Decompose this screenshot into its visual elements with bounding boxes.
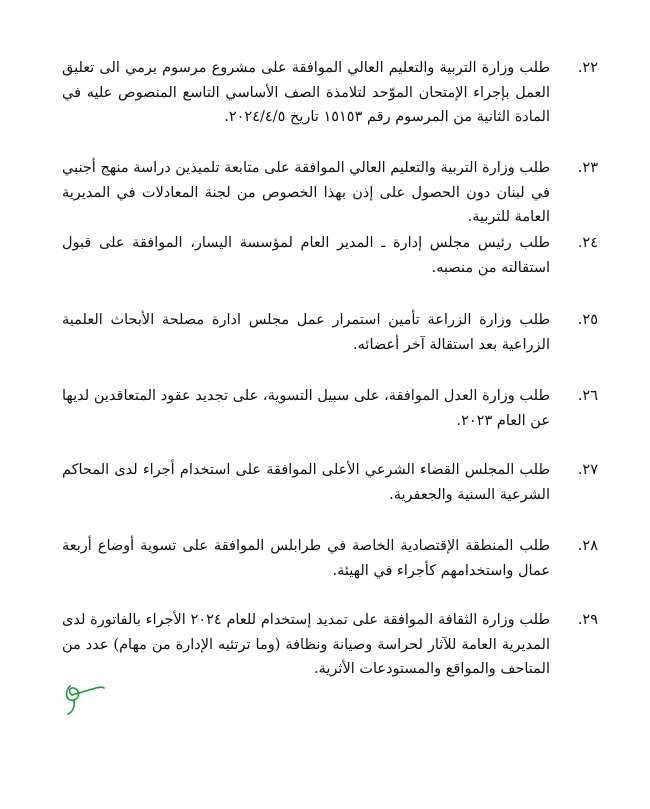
agenda-item-27 [62, 458, 598, 507]
item-text: طلب رئيس مجلس إدارة ـ المدير العام لمؤسسة اليسار، الموافقة على قبول استقالته من منصبه. [62, 235, 550, 276]
item-number: ٢٨. [577, 538, 598, 554]
agenda-item-26 [62, 384, 598, 433]
agenda-item-28 [62, 534, 598, 583]
item-number: ٢٣. [577, 160, 598, 176]
item-text: طلب وزارة العدل الموافقة، على سبيل التسوية، على تجديد عقود المتعاقدين لديها عن العام ٢٠٢٣. [62, 388, 550, 429]
item-number: ٢٧. [577, 462, 598, 478]
agenda-item-23 [62, 156, 598, 230]
item-text: طلب وزارة الثقافة الموافقة على تمديد إستخدام للعام ٢٠٢٤ الأجراء بالفاتورة لدى المديرية العامة للآثار لحراسة وصيانة ونظافة (وما ترتئيه الإدارة من مهام) عدد من المتاحف والمواقع والمستودعات الأثرية. [62, 612, 550, 677]
handwritten-signature [56, 676, 108, 718]
item-number: ٢٦. [577, 388, 598, 404]
item-number: ٢٥. [577, 312, 598, 328]
agenda-item-29 [62, 608, 598, 682]
agenda-item-25 [62, 308, 598, 357]
agenda-item-22 [62, 56, 598, 130]
agenda-item-24 [62, 231, 598, 280]
item-text: طلب المنطقة الإقتصادية الخاصة في طرابلس الموافقة على تسوية أوضاع أربعة عمال واستخدامهم كأجراء في الهيئة. [62, 538, 550, 579]
item-number: ٢٩. [577, 612, 598, 628]
item-number: ٢٤. [577, 235, 598, 251]
item-text: طلب وزارة التربية والتعليم العالي الموافقة على مشروع مرسوم يرمي الى تعليق العمل بإجراء الإمتحان الموّحد لتلامذة الصف الأساسي التاسع المنصوص عليه في المادة الثانية من المرسوم رقم ١٥١٥٣ تاريخ ٢٠٢٤/٤/٥. [62, 60, 550, 125]
item-text: طلب وزارة التربية والتعليم العالي الموافقة على متابعة تلميذين دراسة منهج أجنبي في لبنان دون الحصول على إذن بهذا الخصوص من لجنة المعادلات في المديرية العامة للتربية. [62, 160, 550, 225]
item-text: طلب وزارة الزراعة تأمين استمرار عمل مجلس ادارة مصلحة الأبحاث العلمية الزراعية بعد استقالة آخر أعضائه. [62, 312, 550, 353]
item-number: ٢٢. [577, 60, 598, 76]
item-text: طلب المجلس القضاء الشرعي الأعلى الموافقة على استخدام أجراء لدى المحاكم الشرعية السنية والجعفرية. [62, 462, 550, 503]
